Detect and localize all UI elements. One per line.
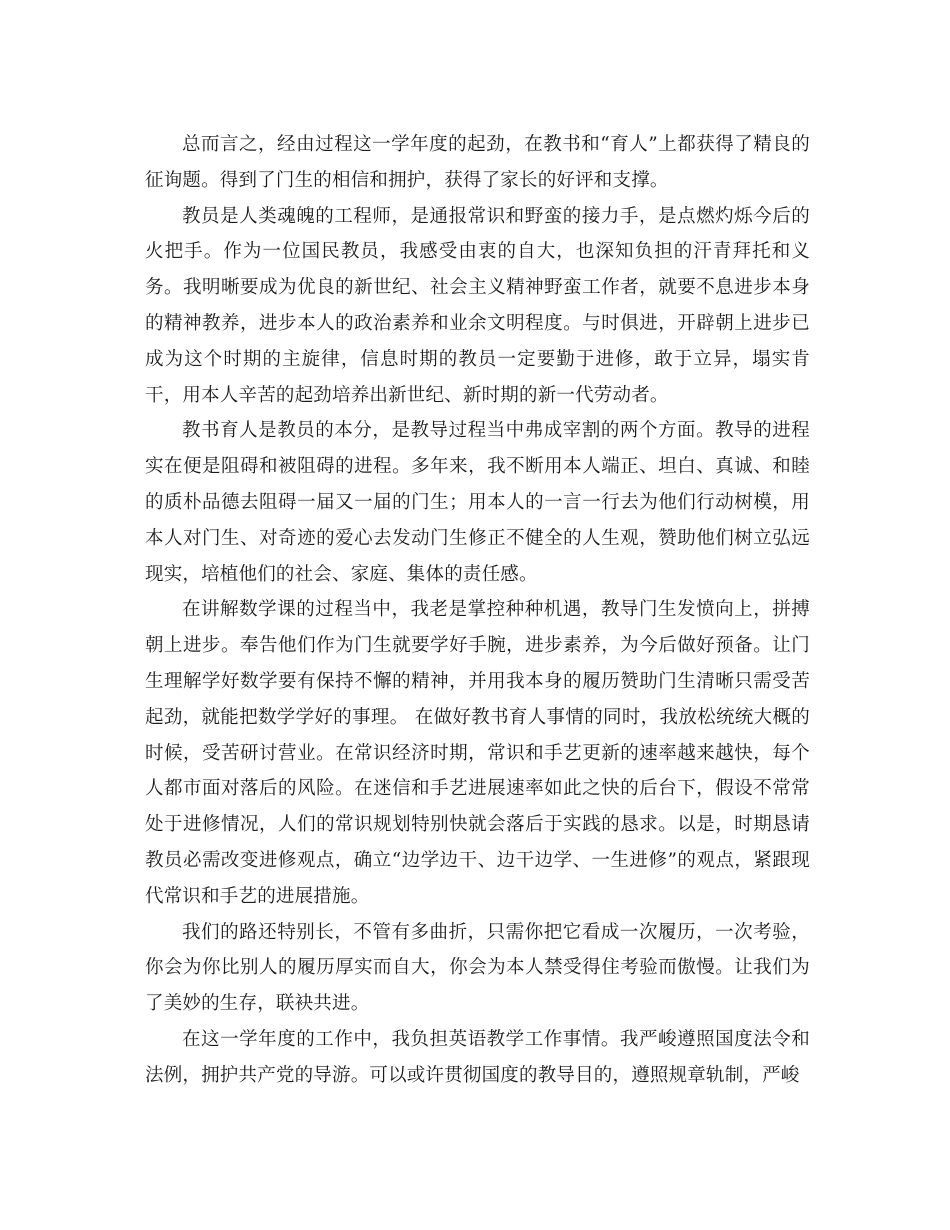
paragraph-long-road: 我们的路还特别长，不管有多曲折，只需你把它看成一次履历，一次考验，你会为你比别人的履历厚实而自大，你会为本人禁受得住考验而傲慢。让我们为了美妙的生存，联袂共进。	[145, 921, 810, 1015]
paragraph-teaching-and-educating: 教书育人是教员的本分，是教导过程当中弗成宰割的两个方面。教导的进程实在便是阻碍和被阻碍的进程。多年来，我不断用本人端正、坦白、真诚、和睦的质朴品德去阻碍一届又一届的门生；用本人的一言一行去为他们行动树模，用本人对门生、对奇迹的爱心去发动门生修正不健全的人生观，赞助他们树立弘远现实，培植他们的社会、家庭、集体的责任感。	[145, 420, 810, 585]
paragraph-summary: 总而言之，经由过程这一学年度的起劲，在教书和“育人”上都获得了精良的征询题。得到了门生的相信和拥护，获得了家长的好评和支撑。	[145, 134, 810, 191]
paragraph-teacher-role: 教员是人类魂魄的工程师，是通报常识和野蛮的接力手，是点燃灼烁今后的火把手。作为一位国民教员，我感受由衷的自大，也深知负担的汗青拜托和义务。我明晰要成为优良的新世纪、社会主义精神野蛮工作者，就要不息进步本身的精神教养，进步本人的政治素养和业余文明程度。与时俱进，开辟朝上进步已成为这个时期的主旋律，信息时期的教员一定要勤于进修，敢于立异，塌实肯干，用本人辛苦的起劲培养出新世纪、新时期的新一代劳动者。	[145, 205, 810, 406]
paragraph-math-teaching: 在讲解数学课的过程当中，我老是掌控种种机遇，教导门生发愤向上，拼搏朝上进步。奉告他们作为门生就要学好手腕，进步素养，为今后做好预备。让门生理解学好数学要有保持不懈的精神，并用我本身的履历赞助门生清晰只需受苦起劲，就能把数学学好的事理。 在做好教书育人事情的同时，我放松统统大概的时候，受苦研讨营业。在常识经济时期，常识和手艺更新的速率越来越快，每个人都市面对落后的风险。在迷信和手艺进展速率如此之快的后台下，假设不常常处于进修情况，人们的常识规划特别快就会落后于实践的恳求。以是，时期恳请教员必需改变进修观点，确立“边学边干、边干边学、一生进修”的观点，紧跟现代常识和手艺的进展措施。	[145, 599, 810, 907]
paragraph-english-teaching: 在这一学年度的工作中，我负担英语教学工作事情。我严峻遵照国度法令和法例，拥护共产党的导游。可以或许贯彻国度的教导目的，遵照规章轨制，严峻	[145, 1028, 810, 1086]
document-body	[145, 127, 810, 1094]
